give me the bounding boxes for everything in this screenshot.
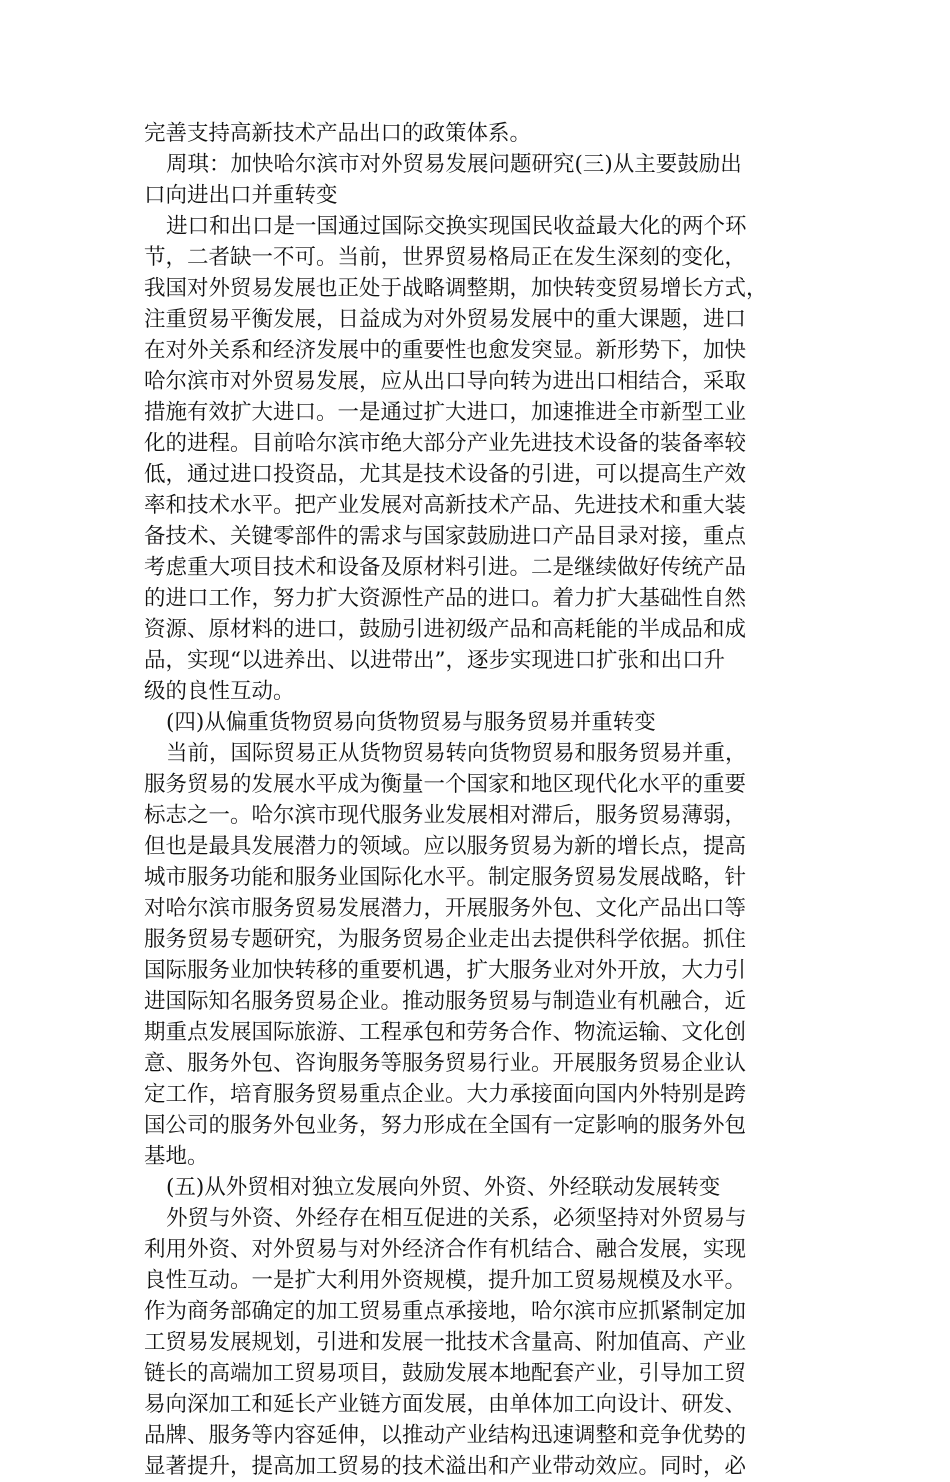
text-line: 率和技术水平。把产业发展对高新技术产品、先进技术和重大装 [144, 493, 747, 518]
text-line: 基地。 [144, 1144, 209, 1169]
text-line: 进口和出口是一国通过国际交换实现国民收益最大化的两个环 [166, 214, 747, 239]
text-line: 注重贸易平衡发展，日益成为对外贸易发展中的重大课题，进口 [144, 307, 747, 332]
text-line: 国际服务业加快转移的重要机遇，扩大服务业对外开放，大力引 [144, 958, 747, 983]
text-line: 标志之一。哈尔滨市现代服务业发展相对滞后，服务贸易薄弱， [144, 803, 747, 828]
text-line: 对哈尔滨市服务贸易发展潜力，开展服务外包、文化产品出口等 [144, 896, 747, 921]
text-line: 但也是最具发展潜力的领域。应以服务贸易为新的增长点，提高 [144, 834, 747, 859]
document-body [144, 118, 776, 1482]
text-line: 工贸易发展规划，引进和发展一批技术含量高、附加值高、产业 [144, 1330, 747, 1355]
text-line: 措施有效扩大进口。一是通过扩大进口，加速推进全市新型工业 [144, 400, 747, 425]
text-line: (四)从偏重货物贸易向货物贸易与服务贸易并重转变 [166, 710, 656, 735]
text-line: 品牌、服务等内容延伸，以推动产业结构迅速调整和竞争优势的 [144, 1423, 747, 1448]
text-line: 哈尔滨市对外贸易发展，应从出口导向转为进出口相结合，采取 [144, 369, 747, 394]
text-line: 易向深加工和延长产业链方面发展，由单体加工向设计、研发、 [144, 1392, 747, 1417]
text-line: 在对外关系和经济发展中的重要性也愈发突显。新形势下，加快 [144, 338, 747, 363]
text-line: 节，二者缺一不可。当前，世界贸易格局正在发生深刻的变化， [144, 245, 747, 270]
text-line: 品，实现“以进养出、以进带出”，逐步实现进口扩张和出口升 [144, 648, 725, 673]
text-line: 显著提升，提高加工贸易的技术溢出和产业带动效应。同时，必 [144, 1454, 747, 1479]
text-line: (五)从外贸相对独立发展向外贸、外资、外经联动发展转变 [166, 1175, 721, 1200]
text-line: 口向进出口并重转变 [144, 183, 338, 208]
text-line: 意、服务外包、咨询服务等服务贸易行业。开展服务贸易企业认 [144, 1051, 747, 1076]
text-line: 国公司的服务外包业务，努力形成在全国有一定影响的服务外包 [144, 1113, 747, 1138]
text-line: 我国对外贸易发展也正处于战略调整期，加快转变贸易增长方式， [144, 276, 768, 301]
text-line: 期重点发展国际旅游、工程承包和劳务合作、物流运输、文化创 [144, 1020, 747, 1045]
text-line: 作为商务部确定的加工贸易重点承接地，哈尔滨市应抓紧制定加 [144, 1299, 747, 1324]
text-line: 链长的高端加工贸易项目，鼓励发展本地配套产业，引导加工贸 [144, 1361, 747, 1386]
text-line: 资源、原材料的进口，鼓励引进初级产品和高耗能的半成品和成 [144, 617, 747, 642]
text-line: 服务贸易的发展水平成为衡量一个国家和地区现代化水平的重要 [144, 772, 747, 797]
text-line: 定工作，培育服务贸易重点企业。大力承接面向国内外特别是跨 [144, 1082, 747, 1107]
text-line: 考虑重大项目技术和设备及原材料引进。二是继续做好传统产品 [144, 555, 747, 580]
text-line: 服务贸易专题研究，为服务贸易企业走出去提供科学依据。抓住 [144, 927, 747, 952]
text-line: 的进口工作，努力扩大资源性产品的进口。着力扩大基础性自然 [144, 586, 747, 611]
text-line: 良性互动。一是扩大利用外资规模，提升加工贸易规模及水平。 [144, 1268, 747, 1293]
text-line: 周琪：加快哈尔滨市对外贸易发展问题研究(三)从主要鼓励出 [166, 152, 742, 177]
text-line: 外贸与外资、外经存在相互促进的关系，必须坚持对外贸易与 [166, 1206, 747, 1231]
text-line: 备技术、关键零部件的需求与国家鼓励进口产品目录对接，重点 [144, 524, 747, 549]
text-line: 级的良性互动。 [144, 679, 295, 704]
text-line: 进国际知名服务贸易企业。推动服务贸易与制造业有机融合，近 [144, 989, 747, 1014]
text-line: 利用外资、对外贸易与对外经济合作有机结合、融合发展，实现 [144, 1237, 747, 1262]
text-line: 低，通过进口投资品，尤其是技术设备的引进，可以提高生产效 [144, 462, 747, 487]
text-line: 城市服务功能和服务业国际化水平。制定服务贸易发展战略，针 [144, 865, 747, 890]
text-line: 完善支持高新技术产品出口的政策体系。 [144, 121, 532, 146]
text-line: 当前，国际贸易正从货物贸易转向货物贸易和服务贸易并重， [166, 741, 747, 766]
text-line: 化的进程。目前哈尔滨市绝大部分产业先进技术设备的装备率较 [144, 431, 747, 456]
